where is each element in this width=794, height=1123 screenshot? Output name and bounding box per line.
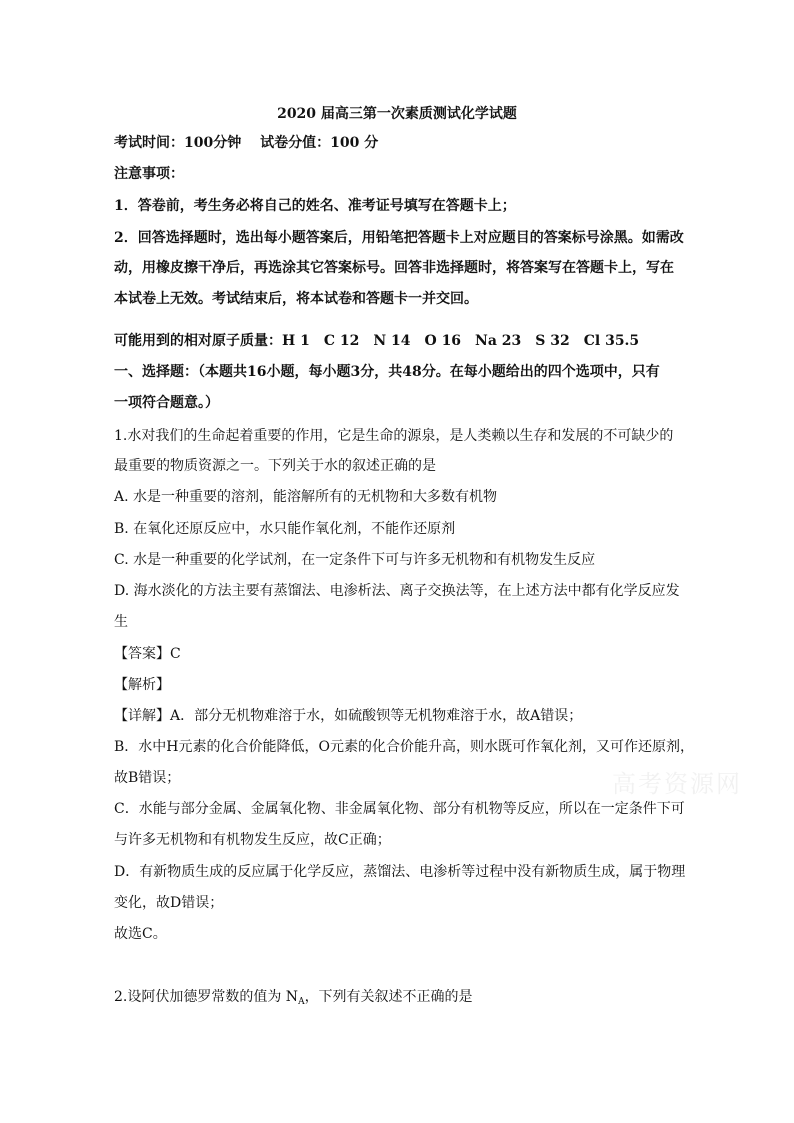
atomic-masses: 可能用到的相对原子质量：H 1 C 12 N 14 O 16 Na 23 S 32 Cl 35.5	[114, 333, 640, 349]
detail-d-line-1: D．有新物质生成的反应属于化学反应，蒸馏法、电渗析等过程中没有新物质生成，属于物理	[114, 864, 686, 880]
detail-c-line-2: 与许多无机物和有机物发生反应，故C正确；	[114, 832, 391, 848]
section-heading-line-1: 一、选择题：（本题共16小题，每小题3分，共48分。在每小题给出的四个选项中，只有	[114, 364, 660, 380]
notice-item-2-line-3: 本试卷上无效。考试结束后，将本试卷和答题卡一并交回。	[114, 291, 478, 307]
question-1-line-2: 最重要的物质资源之一。下列关于水的叙述正确的是	[114, 458, 436, 474]
question-2-stem-end: ，下列有关叙述不正确的是	[304, 989, 473, 1005]
detail-b-line-1: B．水中H元素的化合价能降低，O元素的化合价能升高，则水既可作氧化剂，又可作还原剂，	[114, 739, 694, 755]
avogadro-subscript: A	[298, 997, 305, 1007]
question-2-stem-start: 2.设阿伏加德罗常数的值为 N	[114, 989, 299, 1005]
detail-c-line-1: C．水能与部分金属、金属氧化物、非金属氧化物、部分有机物等反应，所以在一定条件下可	[114, 801, 685, 817]
exam-info: 考试时间：100分钟 试卷分值：100 分	[114, 135, 379, 151]
question-1-option-b: B. 在氧化还原反应中，水只能作氧化剂，不能作还原剂	[114, 521, 456, 537]
question-2-stem	[114, 987, 473, 1012]
question-1-option-c: C. 水是一种重要的化学试剂，在一定条件下可与许多无机物和有机物发生反应	[114, 552, 596, 568]
analysis-heading: 【解析】	[114, 677, 170, 693]
section-heading-line-2: 一项符合题意。）	[114, 395, 219, 411]
page-title: 2020 届高三第一次素质测试化学试题	[277, 106, 517, 122]
answer: 【答案】C	[114, 646, 181, 662]
question-1-option-d-line-1: D. 海水淡化的方法主要有蒸馏法、电渗析法、离子交换法等，在上述方法中都有化学反应发	[114, 583, 680, 599]
notice-heading: 注意事项：	[114, 166, 184, 182]
question-1-option-a: A. 水是一种重要的溶剂，能溶解所有的无机物和大多数有机物	[114, 489, 498, 505]
watermark: 高考资源网	[612, 770, 742, 798]
detail-a: 【详解】A．部分无机物难溶于水，如硫酸钡等无机物难溶于水，故A错误；	[114, 708, 583, 724]
detail-d-line-2: 变化，故D错误；	[114, 895, 224, 911]
question-1-option-d-line-2: 生	[114, 614, 128, 630]
notice-item-2-line-1: 2．回答选择题时，选出每小题答案后，用铅笔把答题卡上对应题目的答案标号涂黑。如需改	[114, 230, 684, 246]
question-1-line-1: 1.水对我们的生命起着重要的作用，它是生命的源泉，是人类赖以生存和发展的不可缺少的	[114, 428, 674, 444]
detail-b-line-2: 故B错误；	[114, 770, 181, 786]
conclusion: 故选C。	[114, 926, 167, 942]
notice-item-2-line-2: 动，用橡皮擦干净后，再选涂其它答案标号。回答非选择题时，将答案写在答题卡上，写在	[114, 260, 674, 276]
notice-item-1: 1．答卷前，考生务必将自己的姓名、准考证号填写在答题卡上；	[114, 198, 516, 214]
